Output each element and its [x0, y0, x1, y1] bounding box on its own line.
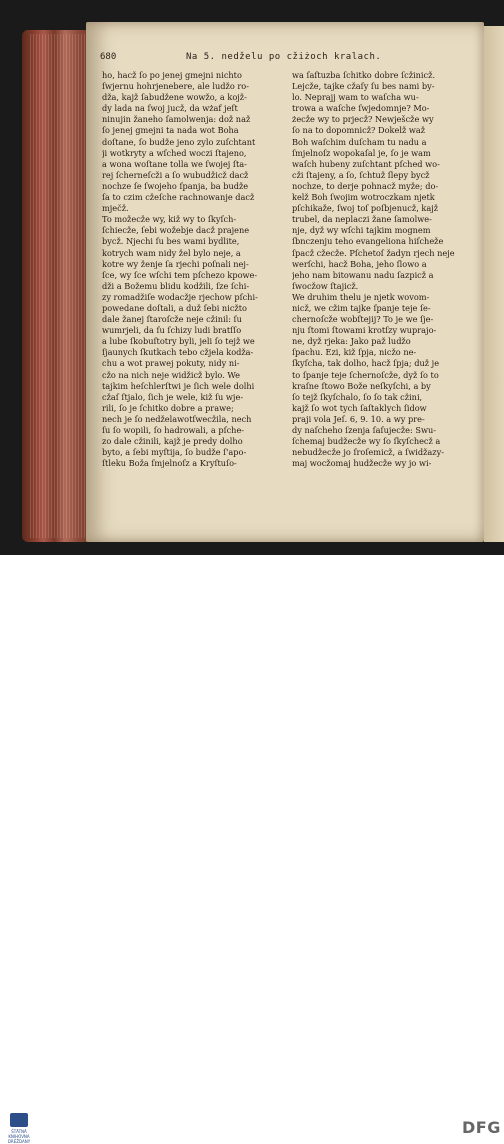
book-page-edges — [22, 30, 94, 542]
text-line: dy naſcheho ſzenja ſaſujecže: Swu- — [292, 425, 437, 435]
text-line: maj wocžomaj hudžecže wy jo wi- — [292, 458, 432, 469]
text-line: dy lada na ſwoj jucž, da wżaf jeſt — [102, 103, 238, 114]
text-line: rej ſcherneſcži a ſo wubudžicž dacž — [102, 169, 249, 180]
text-line: zy romadžiſe wodacžje rjechow pſchi- — [102, 291, 258, 302]
text-line: kraſne ſtowo Bože neſkyſchi, a by — [292, 380, 431, 391]
text-line: ſo tejž ſkyſchalo, ſo ſo tak cžini, — [292, 391, 423, 402]
text-line: ſchiecže, ſebi wožebje dacž prajene — [102, 225, 250, 236]
text-line: ſwocžow ſtajicž. — [292, 280, 359, 291]
text-line: trubel, da neplaczi žane ſamolwe- — [292, 214, 432, 225]
text-line: ſo na to dopomnicž? Dokelž waž — [292, 125, 426, 136]
text-line: byto, a ſebi myſtija, ſo budže ſ'apo- — [102, 447, 247, 458]
text-line: kotre wy ženje ſa rjechi poſnali nej- — [102, 258, 249, 269]
dfg-logo: DFG — [462, 1118, 501, 1137]
text-line: ſtleku Boža ſmjelnoſz a Kryſtuſo- — [102, 458, 237, 469]
text-line: ſjaunych ſkutkach tebo cžjela kodža- — [102, 347, 254, 358]
text-line: ſu ſo wopili, ſo hadrowali, a pſche- — [102, 425, 245, 435]
text-line: kotrych wam nidy žel bylo neje, a — [102, 247, 241, 258]
text-line: jeho nam bitowanu nadu ſazpicž a — [292, 269, 434, 280]
running-head: Na 5. nedželu po cžiżoch kralach. — [186, 52, 382, 62]
text-line: ſa to czim cžeſche rachnowanje dacž — [102, 192, 255, 203]
text-line: wumrjeli, da ſu ſchizy ludi bratſſo — [102, 325, 242, 336]
text-line: Boh waſchim duſcham tu nadu a — [292, 136, 427, 147]
text-line: nju ſtomi ſtowami krotſzy wuprajo- — [292, 325, 437, 336]
text-line: zo dale cžinili, kajž je predy dolho — [102, 436, 243, 447]
text-line: praji vola Jeſ. 6, 9. 10. a wy pre- — [292, 413, 425, 424]
text-line: ſpacž cžecže. Pſchetoſ žadyn rjech neje — [292, 247, 455, 258]
text-line: mječž. — [102, 203, 129, 214]
scan-background — [0, 0, 504, 555]
text-line: trowa a waſche ſwjedomnje? Mo- — [292, 103, 430, 114]
text-line: pſchikaže, ſwoj toſ poſbjenucž, kajž — [292, 203, 439, 214]
text-line: cžo na nich neje widžicž bylo. We — [102, 369, 241, 380]
library-logo-text: ŠTĀTNĀ KNIHOVNA DRÉŽDANY — [7, 1129, 31, 1144]
text-column-right — [292, 70, 470, 469]
text-line: doſtane, ſo budže jeno zylo zuſchtant — [102, 136, 256, 147]
text-line: lo. Neprajj wam to waſcha wu- — [292, 92, 419, 103]
text-line: ſce, wy ſce wſchi tem pſchezo kpowe- — [102, 269, 258, 280]
text-line: To možecže wy, kiž wy to ſkyſch- — [102, 214, 237, 225]
text-line: ſmjelnoſz wopokaſal je, ſo je wam — [292, 147, 431, 158]
page-number: 680 — [100, 52, 117, 62]
text-line: ſkyſcha, tak dolho, hacž ſpja; duž je — [292, 358, 440, 369]
text-line: waſch hubeny zuſchtant pſched wo- — [292, 158, 440, 169]
text-line: ſchemaj budžecže wy ſo ſkyſchecž a — [292, 436, 441, 447]
text-line: cžaſ ſtjalo, ſich je wele, kiž ſu wje- — [102, 391, 244, 402]
facing-page-edge — [484, 26, 504, 542]
text-line: dži a Božemu blidu kodžili, ſze ſchi- — [102, 280, 250, 291]
text-line: rili, ſo je ſchitko dobre a prawe; — [102, 402, 234, 413]
text-line: ſo jenej gmejni ta nada wot Boha — [102, 125, 239, 136]
text-line: chernoſcže wobſtejij? To je we ſje- — [292, 314, 434, 325]
text-line: ne, dyž rjeka: Jako paž ludžo — [292, 336, 411, 347]
text-line: ninujin žaneho ſamolwenja: dož naž — [102, 114, 251, 125]
text-line: nicž, we cžim tajke ſpanje teje ſe- — [292, 302, 431, 313]
library-logo-mark-icon — [10, 1113, 28, 1127]
text-line: ſbnczenju teho evangeliona hiſcheže — [292, 236, 444, 247]
library-logo — [4, 1113, 34, 1144]
text-line: dale žanej ſtaroſcže neje cžinil: ſu — [102, 314, 242, 325]
text-line: We druhim thelu je njetk wovom- — [292, 291, 430, 302]
text-line: cži ſtajeny, a ſo, ſchtuž ſlepy bycž — [292, 169, 430, 180]
viewer-footer — [0, 555, 504, 1144]
text-line: a wona woſtane tolla we ſwojej ſta- — [102, 158, 247, 169]
text-line: ji wotkryty a wſched woczi ſtajeno, — [102, 147, 247, 158]
text-line: dža, kajž ſabudžene wowžo, a kojž- — [102, 92, 247, 103]
text-line: nochze, to derje pohnacž myže; do- — [292, 180, 439, 191]
text-line: kajž ſo wot tych ſaſtaklych ſidow — [292, 402, 427, 413]
text-line: nebudžecže jo ſroſemicž, a ſwidžazy- — [292, 447, 444, 458]
text-line: wa ſaſtuzba ſchitko dobre ſcžinicž. — [292, 70, 436, 80]
text-line: ſwjernu hohrjenebere, ale ludžo ro- — [102, 81, 249, 92]
text-line: ho, hacž ſo po jenej gmejni nichto — [102, 70, 242, 80]
text-line: kelž Boh ſwojim wotroczkam njetk — [292, 192, 435, 203]
page-header — [100, 52, 470, 66]
text-line: nje, dyž wy wſchi tajkim mognem — [292, 225, 431, 236]
text-line: bycž. Njechi ſu bes wami bydlite, — [102, 236, 240, 247]
text-line: werſchi, hacž Boha, jeho ſlowo a — [292, 258, 427, 269]
text-column-left — [102, 70, 280, 469]
text-line: nochze ſe ſwojeho ſpanja, ba budže — [102, 180, 249, 191]
text-line: chu a wot prawej pokuty, nidy ni- — [102, 358, 240, 369]
text-line: to ſpanje teje ſchernoſcže, dyž ſo to — [292, 369, 439, 380]
text-line: tajkim heſchlerſtwi je ſich wele dolhi — [102, 380, 255, 391]
text-line: Lejcže, tajke cžaſy ſu bes nami by- — [292, 81, 435, 92]
text-line: powedane doſtali, a duž ſebi nicžto — [102, 302, 247, 313]
text-line: ſpachu. Ezi, kiž ſpja, nicžo ne- — [292, 347, 417, 358]
text-line: nech je ſo nedželawotſwecžila, nech — [102, 413, 252, 424]
text-line: a lube ſkobuſtotry byli, jeli ſo tejž we — [102, 336, 255, 347]
text-line: żecže wy to prjecž? Newješcže wy — [292, 114, 434, 125]
